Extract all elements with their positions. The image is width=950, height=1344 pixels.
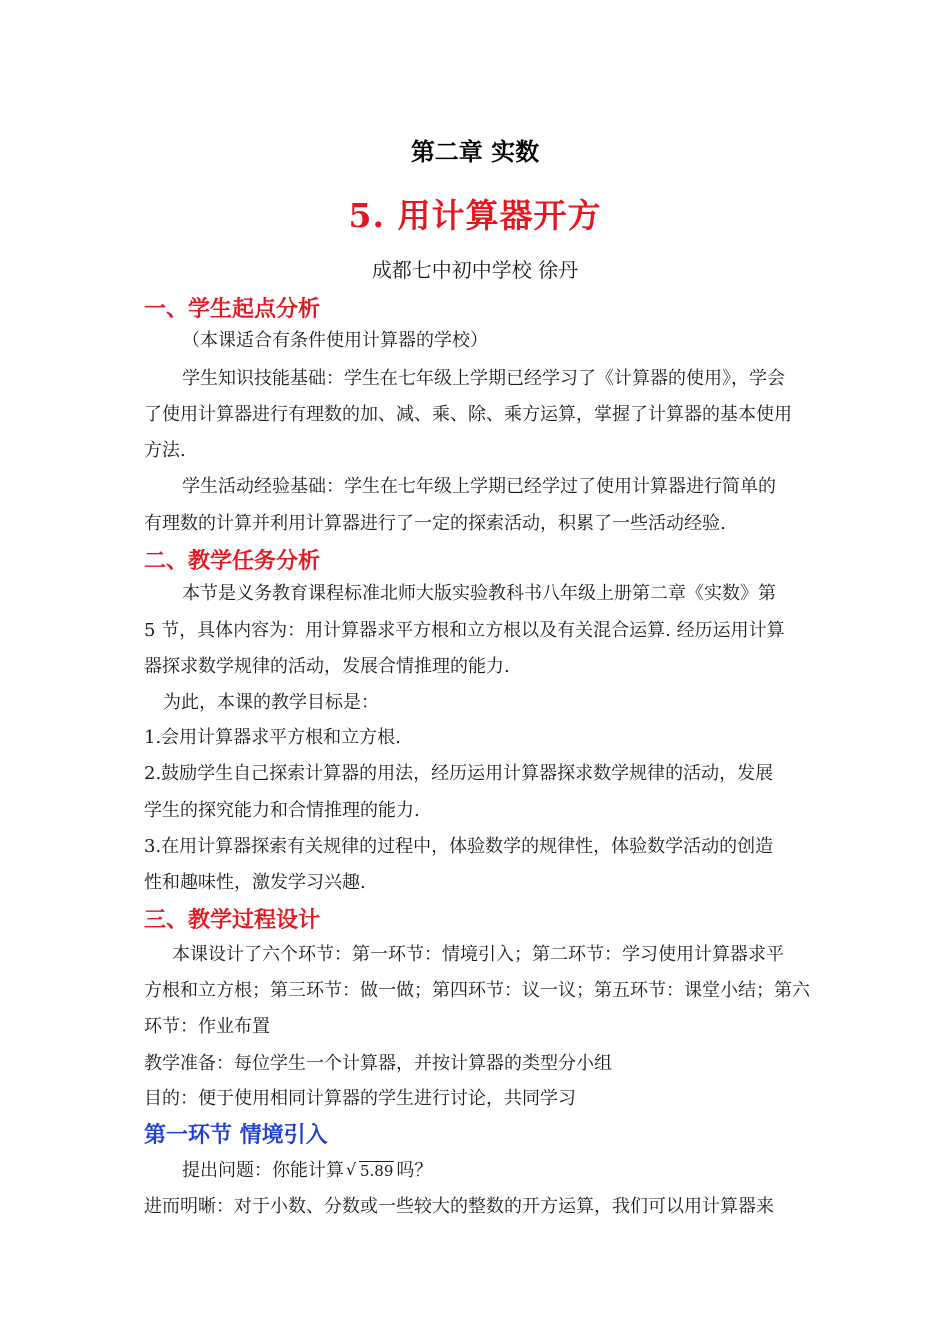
question-suffix: 吗？ bbox=[396, 1160, 433, 1181]
paragraph-line: 本节是义务教育课程标准北师大版实验教科书八年级上册第二章《实数》第 bbox=[182, 583, 776, 604]
radical-symbol: √ bbox=[346, 1160, 357, 1179]
paragraph-line: 进而明晰：对于小数、分数或一些较大的整数的开方运算，我们可以用计算器来 bbox=[144, 1196, 774, 1217]
goal-item: 2.鼓励学生自己探索计算器的用法，经历运用计算器探求数学规律的活动，发展 bbox=[144, 763, 774, 784]
question-prefix: 提出问题：你能计算 bbox=[182, 1160, 344, 1181]
paragraph-line: 有理数的计算并利用计算器进行了一定的探索活动，积累了一些活动经验. bbox=[144, 513, 726, 534]
paragraph-line: 方法. bbox=[144, 440, 186, 461]
paragraph-line: 方根和立方根；第三环节：做一做；第四环节：议一议；第五环节：课堂小结；第六 bbox=[144, 980, 810, 1001]
section-heading-student-analysis: 一、学生起点分析 bbox=[144, 296, 321, 322]
lesson-title: 5. 用计算器开方 bbox=[348, 196, 602, 235]
question-line bbox=[182, 1152, 432, 1190]
author-line: 成都七中初中学校 徐丹 bbox=[371, 258, 579, 282]
goal-item-continued: 学生的探究能力和合情推理的能力. bbox=[144, 800, 420, 821]
section-heading-process-design: 三、教学过程设计 bbox=[144, 907, 321, 933]
square-root-expression bbox=[346, 1152, 394, 1190]
paragraph-line: 学生活动经验基础：学生在七年级上学期已经学过了使用计算器进行简单的 bbox=[182, 476, 776, 497]
paragraph-line: 学生知识技能基础：学生在七年级上学期已经学习了《计算器的使用》，学会 bbox=[182, 368, 785, 389]
radicand: 5.89 bbox=[360, 1162, 394, 1180]
paragraph-line: 本课设计了六个环节：第一环节：情境引入；第二环节：学习使用计算器求平 bbox=[172, 944, 784, 965]
teaching-purpose: 目的：便于使用相同计算器的学生进行讨论，共同学习 bbox=[144, 1088, 576, 1109]
paragraph-line: 环节：作业布置 bbox=[144, 1016, 270, 1037]
paragraph-line: 了使用计算器进行有理数的加、减、乘、除、乘方运算，掌握了计算器的基本使用 bbox=[144, 404, 792, 425]
goal-item: 3.在用计算器探索有关规律的过程中，体验数学的规律性，体验数学活动的创造 bbox=[144, 836, 774, 857]
goal-item: 1.会用计算器求平方根和立方根. bbox=[144, 727, 401, 748]
goal-item-continued: 性和趣味性，激发学习兴趣. bbox=[144, 872, 366, 893]
applicability-note: （本课适合有条件使用计算器的学校） bbox=[182, 330, 488, 351]
paragraph-line: 5 节，具体内容为：用计算器求平方根和立方根以及有关混合运算. 经历运用计算 bbox=[144, 620, 785, 641]
chapter-title: 第二章 实数 bbox=[410, 137, 540, 166]
goals-intro: 为此，本课的教学目标是： bbox=[163, 692, 379, 713]
section-heading-task-analysis: 二、教学任务分析 bbox=[144, 548, 321, 574]
stage-heading-situation-intro: 第一环节 情境引入 bbox=[144, 1122, 328, 1148]
teaching-preparation: 教学准备：每位学生一个计算器，并按计算器的类型分小组 bbox=[144, 1053, 612, 1074]
paragraph-line: 器探求数学规律的活动，发展合情推理的能力. bbox=[144, 656, 510, 677]
